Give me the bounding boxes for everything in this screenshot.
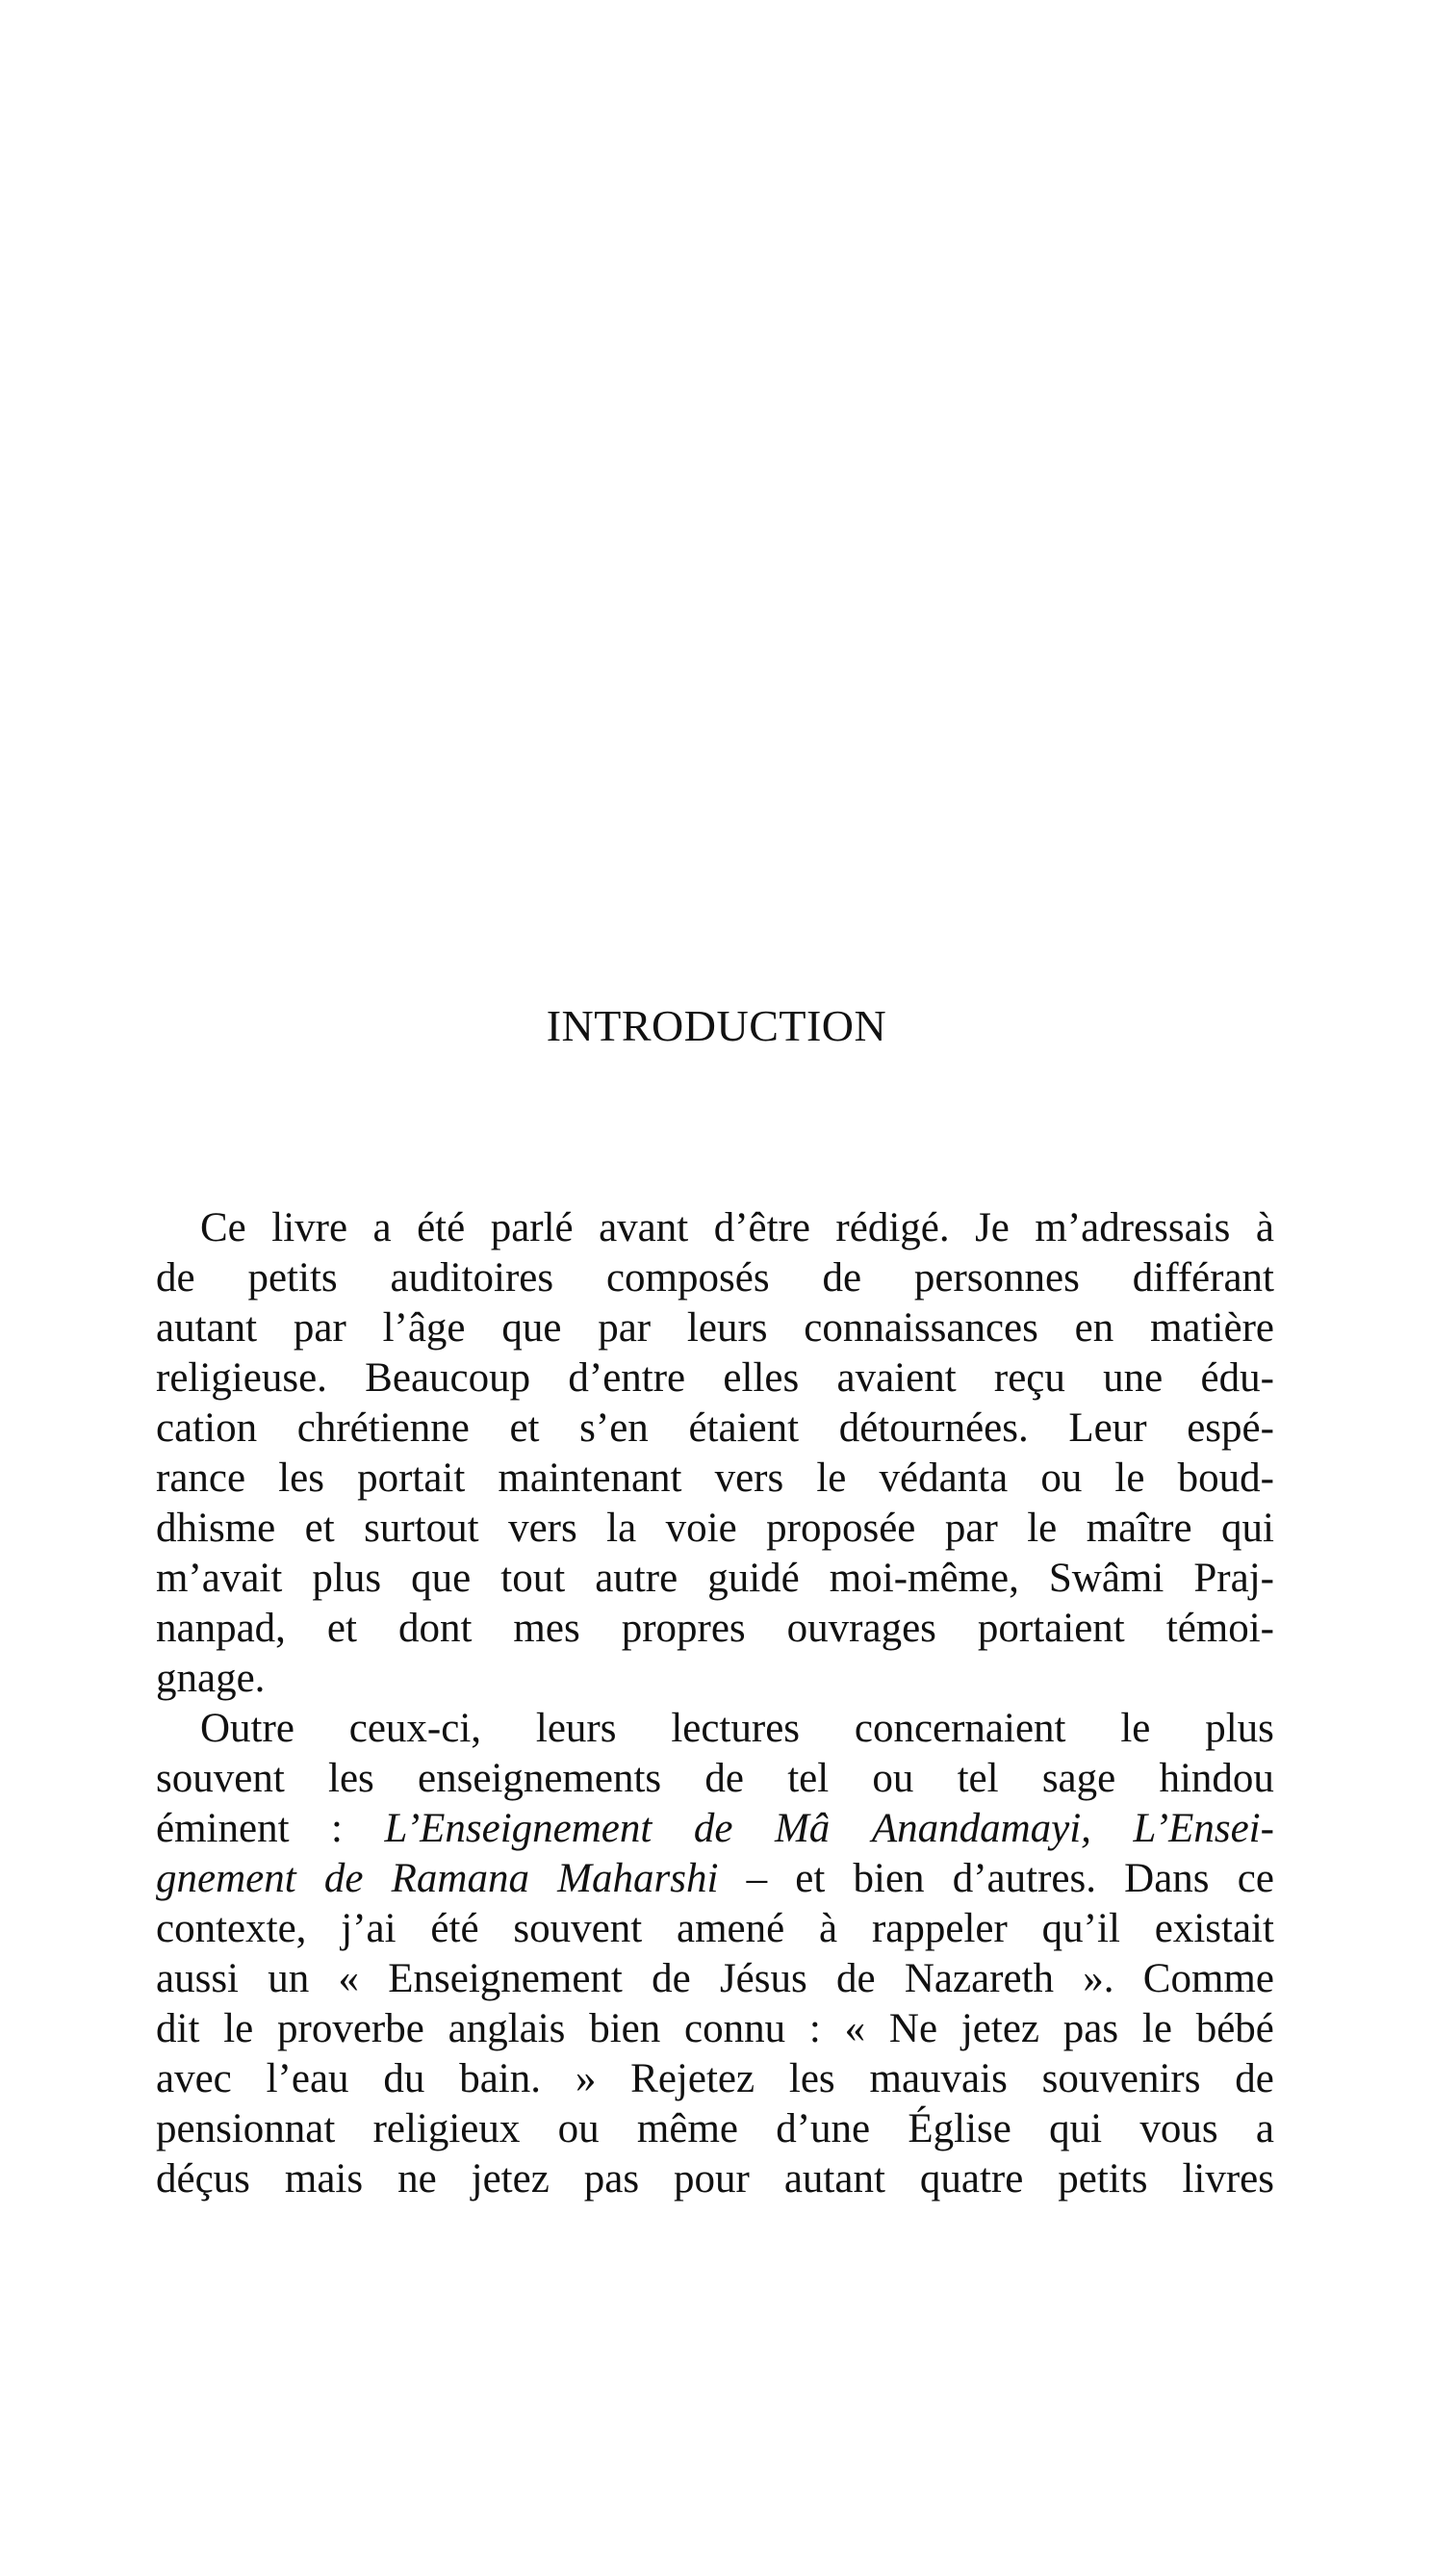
word: par: [598, 1305, 652, 1351]
text-line: [156, 1654, 1274, 1704]
word: surtout: [364, 1506, 479, 1551]
word: et: [326, 1606, 357, 1651]
word: proposée: [766, 1506, 916, 1551]
word: par: [944, 1506, 998, 1551]
word: bien: [853, 1856, 925, 1901]
word: le: [223, 2006, 254, 2051]
word: d’autres.: [952, 1856, 1096, 1901]
word: «: [338, 1956, 359, 2001]
word: d’être: [713, 1205, 810, 1250]
word: a: [372, 1205, 392, 1250]
word: L’Ensei-: [1133, 1806, 1274, 1851]
word: de: [652, 1956, 691, 2001]
word: m’avait: [156, 1556, 283, 1601]
word: Outre: [200, 1706, 294, 1751]
word: ou: [1040, 1455, 1083, 1501]
word: souvent: [156, 1756, 285, 1801]
word: un: [268, 1956, 310, 2001]
word: s’en: [579, 1405, 649, 1451]
text-line: [156, 1554, 1274, 1604]
word: composés: [605, 1255, 770, 1301]
word: gnement: [156, 1856, 296, 1901]
word: de: [704, 1756, 744, 1801]
word: matière: [1150, 1305, 1274, 1351]
word: les: [328, 1756, 374, 1801]
word: contexte,: [156, 1906, 307, 1951]
text-line: [156, 2104, 1274, 2154]
word: même: [636, 2106, 738, 2151]
word: :: [331, 1806, 343, 1851]
word: amené: [677, 1906, 785, 1951]
text-line: [156, 1804, 1274, 1854]
word: bien: [589, 2006, 661, 2051]
word: cation: [156, 1405, 258, 1451]
word: vers: [508, 1506, 577, 1551]
text-line: [156, 1854, 1274, 1904]
word: bébé: [1195, 2006, 1274, 2051]
text-line: [156, 1604, 1274, 1654]
word: dit: [156, 2006, 200, 2051]
word: Ce: [200, 1205, 246, 1250]
word: ceux-ci,: [348, 1706, 482, 1751]
word: la: [606, 1506, 637, 1551]
word: livre: [271, 1205, 348, 1250]
word: de: [323, 1856, 364, 1901]
text-line: [156, 1504, 1274, 1554]
word: :: [808, 2006, 821, 2051]
word: Praj-: [1193, 1556, 1274, 1601]
word: plus: [1205, 1706, 1274, 1751]
word: tel: [787, 1756, 830, 1801]
word: auditoires: [390, 1255, 554, 1301]
word: propres: [621, 1606, 746, 1651]
word: ce: [1237, 1856, 1274, 1901]
word: voie: [665, 1506, 737, 1551]
word: vous: [1139, 2106, 1218, 2151]
word: et: [304, 1506, 335, 1551]
word: «: [844, 2006, 866, 2051]
word: Dans: [1124, 1856, 1210, 1901]
word: témoi-: [1165, 1606, 1274, 1651]
word: gnage.: [156, 1656, 266, 1701]
text-line: [156, 1704, 1274, 1754]
word: Jésus: [719, 1956, 807, 2001]
word: le: [1114, 1455, 1145, 1501]
word: »: [575, 2056, 597, 2101]
word: guidé: [707, 1556, 800, 1601]
word: ».: [1083, 1956, 1114, 2001]
word: boud-: [1177, 1455, 1274, 1501]
word: Église: [908, 2106, 1011, 2151]
word: jetez: [471, 2156, 550, 2202]
word: rédigé.: [835, 1205, 950, 1250]
word: et: [509, 1405, 540, 1451]
word: ne: [397, 2156, 437, 2202]
word: tel: [957, 1756, 999, 1801]
word: portaient: [977, 1606, 1125, 1651]
word: rance: [156, 1455, 246, 1501]
text-line: [156, 2154, 1274, 2204]
word: m’adressais: [1035, 1205, 1231, 1250]
word: différant: [1132, 1255, 1274, 1301]
word: espé-: [1187, 1405, 1274, 1451]
word: leurs: [535, 1706, 617, 1751]
word: moi-même,: [829, 1556, 1019, 1601]
word: reçu: [993, 1355, 1065, 1401]
word: sage: [1041, 1756, 1116, 1801]
word: védanta: [879, 1455, 1009, 1501]
word: nanpad,: [156, 1606, 286, 1651]
word: ou: [872, 1756, 914, 1801]
word: personnes: [913, 1255, 1080, 1301]
text-line: [156, 2004, 1274, 2054]
text-line: [156, 1404, 1274, 1454]
text-line: [156, 1353, 1274, 1404]
word: mais: [284, 2156, 364, 2202]
word: le: [1027, 1506, 1058, 1551]
word: pour: [674, 2156, 750, 2202]
word: Anandamayi,: [871, 1806, 1091, 1851]
word: d’une: [776, 2106, 871, 2151]
word: j’ai: [341, 1906, 397, 1951]
word: portait: [357, 1455, 466, 1501]
word: de: [836, 1956, 876, 2001]
word: d’entre: [568, 1355, 686, 1401]
word: une: [1103, 1355, 1164, 1401]
word: en: [1074, 1305, 1114, 1351]
text-line: [156, 1203, 1274, 1253]
word: a: [1255, 2106, 1274, 2151]
word: éminent: [156, 1806, 290, 1851]
word: Ramana: [391, 1856, 529, 1901]
word: –: [746, 1856, 768, 1901]
word: à: [819, 1906, 838, 1951]
word: vers: [714, 1455, 784, 1501]
word: de: [156, 1255, 195, 1301]
word: ou: [557, 2106, 600, 2151]
text-line: [156, 1253, 1274, 1303]
word: de: [693, 1806, 733, 1851]
word: été: [417, 1205, 466, 1250]
word: avaient: [836, 1355, 957, 1401]
word: Leur: [1068, 1405, 1147, 1451]
word: les: [278, 1455, 324, 1501]
word: L’Enseignement: [384, 1806, 653, 1851]
word: le: [816, 1455, 847, 1501]
word: de: [1235, 2056, 1274, 2101]
text-line: [156, 1754, 1274, 1804]
word: rappeler: [871, 1906, 1008, 1951]
word: détournées.: [838, 1405, 1029, 1451]
word: plus: [312, 1556, 382, 1601]
word: Comme: [1142, 1956, 1274, 2001]
word: anglais: [448, 2006, 566, 2051]
word: elles: [723, 1355, 800, 1401]
word: jetez: [960, 2006, 1039, 2051]
word: édu-: [1200, 1355, 1274, 1401]
word: dont: [397, 1606, 473, 1651]
word: souvent: [513, 1906, 643, 1951]
word: l’eau: [266, 2056, 349, 2101]
word: parlé: [490, 1205, 574, 1250]
word: à: [1255, 1205, 1274, 1250]
word: religieux: [372, 2106, 521, 2151]
word: connaissances: [804, 1305, 1038, 1351]
text-line: [156, 1954, 1274, 2004]
word: pensionnat: [156, 2106, 336, 2151]
word: maintenant: [498, 1455, 682, 1501]
word: mauvais: [869, 2056, 1008, 2101]
word: les: [788, 2056, 835, 2101]
word: le: [1120, 1706, 1151, 1751]
word: Enseignement: [388, 1956, 623, 2001]
word: Maharshi: [557, 1856, 719, 1901]
word: chrétienne: [296, 1405, 470, 1451]
word: livres: [1182, 2156, 1274, 2202]
word: aussi: [156, 1956, 239, 2001]
word: mes: [513, 1606, 580, 1651]
word: bain.: [459, 2056, 541, 2101]
word: petits: [247, 1255, 338, 1301]
word: et: [795, 1856, 826, 1901]
word: dhisme: [156, 1506, 276, 1551]
word: autant: [156, 1305, 258, 1351]
word: connu: [684, 2006, 786, 2051]
body-text: [156, 1203, 1274, 2204]
text-line: [156, 1454, 1274, 1504]
text-line: [156, 1303, 1274, 1353]
word: religieuse.: [156, 1355, 327, 1401]
word: tout: [500, 1556, 566, 1601]
paragraph-1: [156, 1203, 1274, 1704]
word: par: [293, 1305, 346, 1351]
word: ouvrages: [786, 1606, 936, 1651]
word: proverbe: [277, 2006, 424, 2051]
word: maître: [1086, 1506, 1192, 1551]
word: déçus: [156, 2156, 250, 2202]
word: qui: [1221, 1506, 1274, 1551]
word: du: [383, 2056, 425, 2101]
word: autre: [595, 1556, 678, 1601]
text-line: [156, 2054, 1274, 2104]
word: l’âge: [382, 1305, 466, 1351]
word: souvenirs: [1041, 2056, 1201, 2101]
word: Rejetez: [630, 2056, 755, 2101]
word: avec: [156, 2056, 232, 2101]
word: Ne: [888, 2006, 938, 2051]
word: concernaient: [854, 1706, 1066, 1751]
word: que: [411, 1556, 472, 1601]
word: qui: [1049, 2106, 1103, 2151]
word: pas: [1062, 2006, 1119, 2051]
word: Mâ: [774, 1806, 831, 1851]
word: petits: [1058, 2156, 1148, 2202]
chapter-title: INTRODUCTION: [546, 1001, 887, 1050]
word: avant: [599, 1205, 689, 1250]
word: leurs: [686, 1305, 768, 1351]
word: hindou: [1159, 1756, 1274, 1801]
word: existait: [1154, 1906, 1274, 1951]
word: le: [1141, 2006, 1172, 2051]
word: Swâmi: [1048, 1556, 1164, 1601]
word: qu’il: [1041, 1906, 1120, 1951]
word: été: [430, 1906, 479, 1951]
word: Je: [975, 1205, 1010, 1250]
word: quatre: [919, 2156, 1024, 2202]
paragraph-2: [156, 1704, 1274, 2204]
word: pas: [583, 2156, 640, 2202]
word: de: [822, 1255, 862, 1301]
text-line: [156, 1904, 1274, 1954]
word: lectures: [671, 1706, 801, 1751]
word: que: [501, 1305, 562, 1351]
word: enseignements: [418, 1756, 662, 1801]
word: étaient: [688, 1405, 800, 1451]
word: Beaucoup: [365, 1355, 531, 1401]
word: Nazareth: [904, 1956, 1055, 2001]
word: autant: [783, 2156, 885, 2202]
